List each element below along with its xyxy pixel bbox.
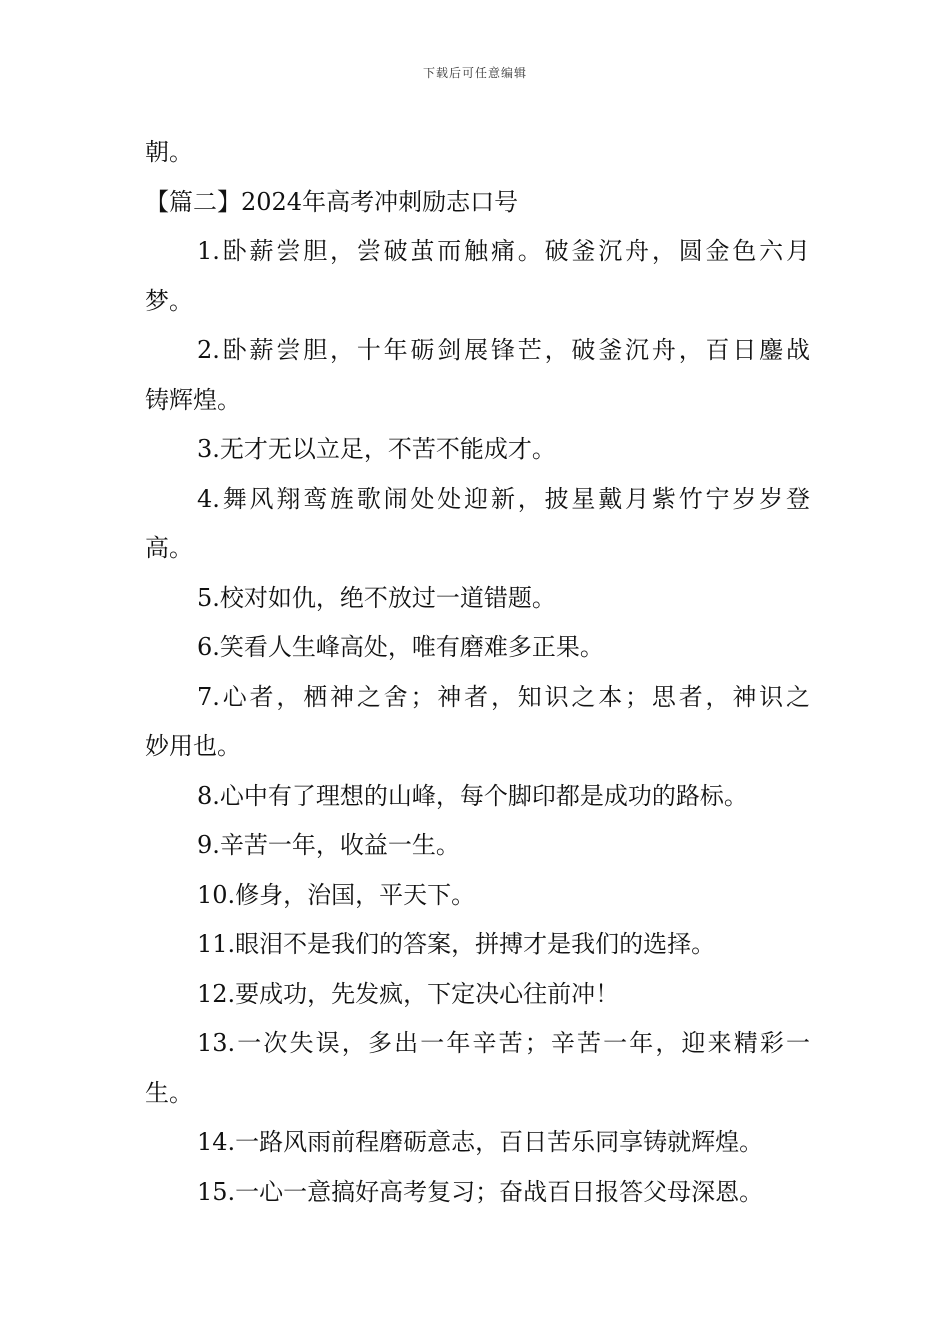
slogan-6: 6.笑看人生峰高处，唯有磨难多正果。 bbox=[197, 633, 604, 661]
slogan-5: 5.校对如仇，绝不放过一道错题。 bbox=[197, 583, 556, 612]
slogan-1: 1.卧薪尝胆，尝破茧而触痛。破釜沉舟，圆金色六月 bbox=[197, 237, 810, 265]
page-header: 下载后可任意编辑 bbox=[422, 66, 527, 80]
slogan-8: 8.心中有了理想的山峰，每个脚印都是成功的路标。 bbox=[197, 781, 748, 810]
slogan-9: 9.辛苦一年，收益一生。 bbox=[197, 831, 460, 859]
slogan-2: 2.卧薪尝胆，十年砺剑展锋芒，破釜沉舟，百日鏖战 bbox=[197, 336, 810, 364]
slogan-13-continued: 生。 bbox=[145, 1078, 193, 1107]
slogan-2-continued: 铸辉煌。 bbox=[145, 385, 241, 414]
slogan-11: 11.眼泪不是我们的答案，拼搏才是我们的选择。 bbox=[197, 930, 716, 958]
slogan-4-continued: 高。 bbox=[145, 534, 193, 562]
slogan-10: 10.修身，治国，平天下。 bbox=[197, 880, 476, 909]
slogan-14: 14.一路风雨前程磨砺意志，百日苦乐同享铸就辉煌。 bbox=[197, 1128, 764, 1156]
slogan-1-continued: 梦。 bbox=[145, 286, 193, 315]
document-body bbox=[145, 128, 810, 1217]
continuation-line: 朝。 bbox=[145, 138, 193, 166]
slogan-12: 12.要成功，先发疯，下定决心往前冲！ bbox=[197, 979, 620, 1008]
section-heading: 【篇二】2024年高考冲刺励志口号 bbox=[145, 187, 519, 216]
slogan-15: 15.一心一意搞好高考复习；奋战百日报答父母深恩。 bbox=[197, 1177, 764, 1206]
slogan-13: 13.一次失误，多出一年辛苦；辛苦一年，迎来精彩一 bbox=[197, 1029, 810, 1057]
slogan-7: 7.心者，栖神之舍；神者，知识之本；思者，神识之 bbox=[197, 682, 810, 711]
slogan-3: 3.无才无以立足，不苦不能成才。 bbox=[197, 435, 556, 463]
slogan-4: 4.舞风翔鸾旌歌闹处处迎新，披星戴月紫竹宁岁岁登 bbox=[197, 484, 810, 513]
slogan-7-continued: 妙用也。 bbox=[145, 732, 241, 760]
